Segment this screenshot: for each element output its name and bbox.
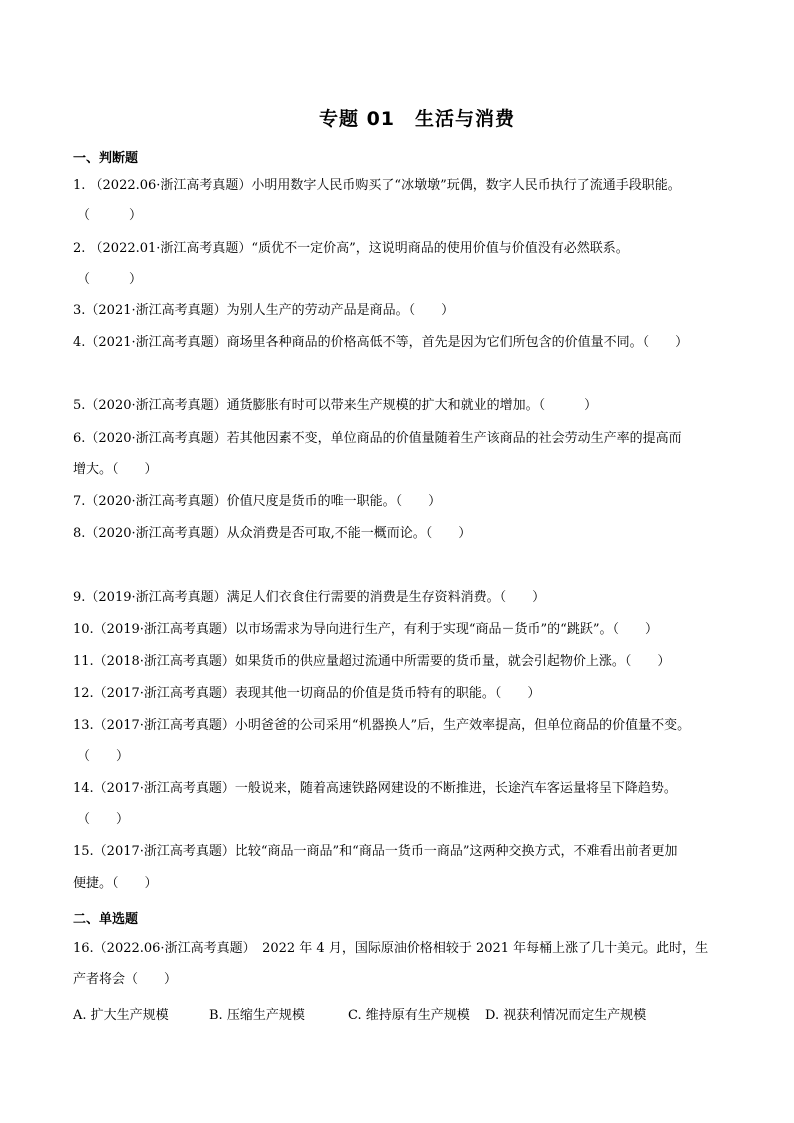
question-13-blank: （ ） [77, 749, 130, 764]
question-16-continuation: 产者将会（ ） [73, 972, 178, 987]
question-9: 9.（2019·浙江高考真题）满足人们衣食住行需要的消费是生存资料消费。（ ） [73, 590, 546, 605]
option-d: D. 视获利情况而定生产规模 [485, 1008, 647, 1023]
question-3: 3.（2021·浙江高考真题）为别人生产的劳动产品是商品。（ ） [73, 303, 455, 318]
question-2-blank: （ ） [77, 272, 143, 287]
question-14: 14.（2017·浙江高考真题）一般说来，随着高速铁路网建设的不断推进，长途汽车客运量将呈下降趋势。 [73, 781, 677, 796]
question-4: 4.（2021·浙江高考真题）商场里各种商品的价格高低不等，首先是因为它们所包含的价值量不同。（ ） [73, 335, 689, 350]
question-13: 13.（2017·浙江高考真题）小明爸爸的公司采用“机器换人”后，生产效率提高，但单位商品的价值量不变。 [73, 718, 691, 733]
question-5: 5.（2020·浙江高考真题）通货膨胀有时可以带来生产规模的扩大和就业的增加。（ ） [73, 398, 598, 413]
page-title: 专题 01 生活与消费 [318, 108, 516, 130]
section-heading-judge: 一、判断题 [73, 151, 139, 166]
question-6-continuation: 增大。（ ） [73, 462, 158, 477]
question-7: 7.（2020·浙江高考真题）价值尺度是货币的唯一职能。（ ） [73, 494, 442, 509]
question-2: 2. （2022.01·浙江高考真题）“质优不一定价高”，这说明商品的使用价值与价值没有必然联系。 [73, 241, 629, 256]
question-15-continuation: 便捷。（ ） [73, 876, 158, 891]
question-11: 11.（2018·浙江高考真题）如果货币的供应量超过流通中所需要的货币量，就会引起物价上涨。（ ） [73, 654, 671, 669]
question-1-blank: （ ） [77, 208, 143, 223]
option-a: A. 扩大生产规模 [73, 1008, 169, 1023]
question-16: 16.（2022.06·浙江高考真题） 2022 年 4 月，国际原油价格相较于 2021 年每桶上涨了几十美元。此时，生 [73, 941, 709, 956]
question-8: 8.（2020·浙江高考真题）从众消费是否可取,不能一概而论。（ ） [73, 526, 472, 541]
question-12: 12.（2017·浙江高考真题）表现其他一切商品的价值是货币特有的职能。（ ） [73, 686, 541, 701]
question-1: 1. （2022.06·浙江高考真题）小明用数字人民币购买了“冰墩墩”玩偶，数字人民币执行了流通手段职能。 [73, 178, 681, 193]
option-c: C. 维持原有生产规模 [348, 1008, 470, 1023]
option-b: B. 压缩生产规模 [209, 1008, 305, 1023]
question-14-blank: （ ） [77, 812, 130, 827]
section-heading-single: 二、单选题 [73, 912, 139, 927]
question-15: 15.（2017·浙江高考真题）比较“商品一商品”和“商品一货币一商品”这两种交换方式，不难看出前者更加 [73, 844, 678, 859]
question-6: 6.（2020·浙江高考真题）若其他因素不变，单位商品的价值量随着生产该商品的社会劳动生产率的提高而 [73, 431, 682, 446]
question-10: 10.（2019·浙江高考真题）以市场需求为导向进行生产，有利于实现“商品－货币”的“跳跃”。（ ） [73, 622, 658, 637]
